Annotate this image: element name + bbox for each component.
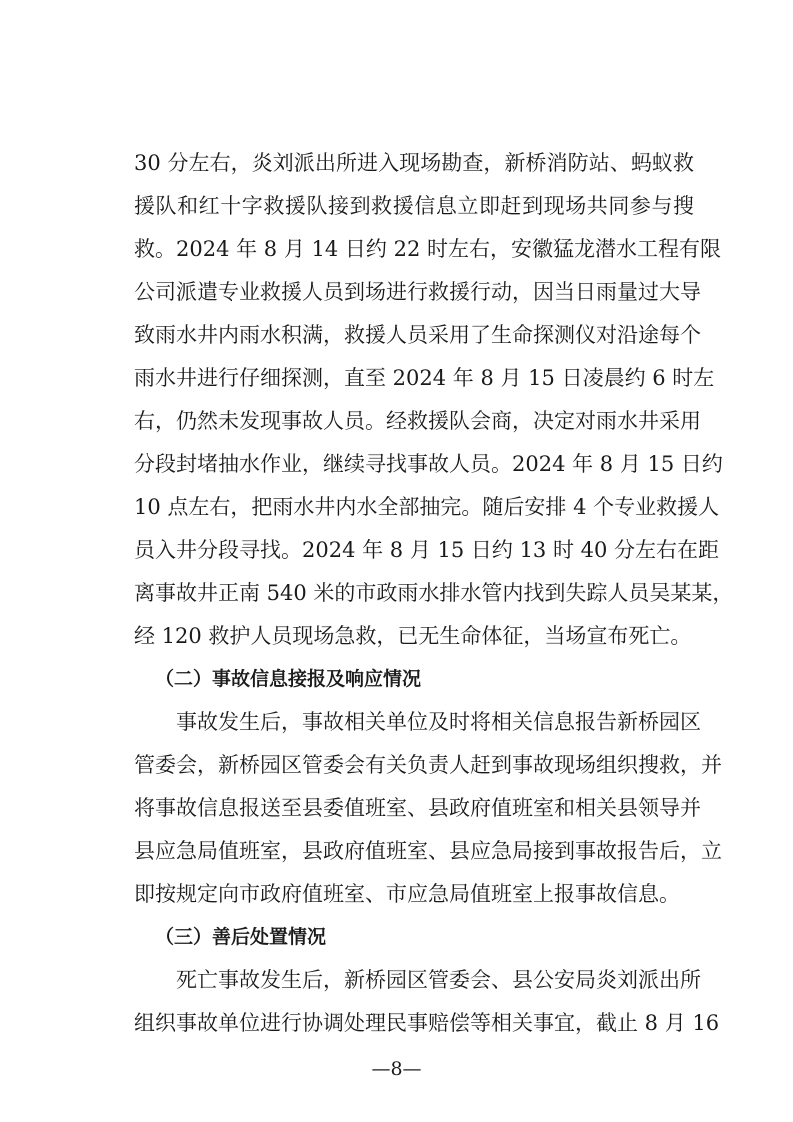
text-line: 救。2024 年 8 月 14 日约 22 时左右，安徽猛龙潜水工程有限 <box>134 237 721 261</box>
text-line: 事故发生后，事故相关单位及时将相关信息报告新桥园区 <box>176 710 701 734</box>
text-line: 分段封堵抽水作业，继续寻找事故人员。2024 年 8 月 15 日约 <box>134 452 723 476</box>
text-line: 县应急局值班室，县政府值班室、县应急局接到事故报告后，立 <box>134 839 722 863</box>
text-line: 将事故信息报送至县委值班室、县政府值班室和相关县领导并 <box>134 796 701 820</box>
text-line: 30 分左右，炎刘派出所进入现场勘查，新桥消防站、蚂蚁救 <box>134 151 694 175</box>
text-line: 组织事故单位进行协调处理民事赔偿等相关事宜，截止 8 月 16 <box>134 1011 720 1035</box>
text-line: 管委会，新桥园区管委会有关负责人赶到事故现场组织搜救，并 <box>134 753 722 777</box>
section-heading-aftermath: （三）善后处置情况 <box>155 926 327 948</box>
text-line: 援队和红十字救援队接到救援信息立即赶到现场共同参与搜 <box>134 194 694 218</box>
text-line: 右，仍然未发现事故人员。经救援队会商，决定对雨水井采用 <box>134 409 701 433</box>
text-line: 离事故井正南 540 米的市政雨水排水管内找到失踪人员吴某某， <box>134 581 734 605</box>
text-line: 公司派遣专业救援人员到场进行救援行动，因当日雨量过大导 <box>134 280 701 304</box>
text-line: 雨水井进行仔细探测，直至 2024 年 8 月 15 日凌晨约 6 时左 <box>134 366 715 390</box>
text-line: 员入井分段寻找。2024 年 8 月 15 日约 13 时 40 分左右在距 <box>134 538 720 562</box>
text-line: 死亡事故发生后，新桥园区管委会、县公安局炎刘派出所 <box>176 968 701 992</box>
text-line: 经 120 救护人员现场急救，已无生命体征，当场宣布死亡。 <box>134 624 692 648</box>
page-number: —8— <box>371 1058 422 1080</box>
text-line: 致雨水井内雨水积满，救援人员采用了生命探测仪对沿途每个 <box>134 323 701 347</box>
text-line: 10 点左右，把雨水井内水全部抽完。随后安排 4 个专业救援人 <box>134 495 720 519</box>
section-heading-incident-report: （二）事故信息接报及响应情况 <box>155 668 422 690</box>
text-line: 即按规定向市政府值班室、市应急局值班室上报事故信息。 <box>134 882 680 906</box>
